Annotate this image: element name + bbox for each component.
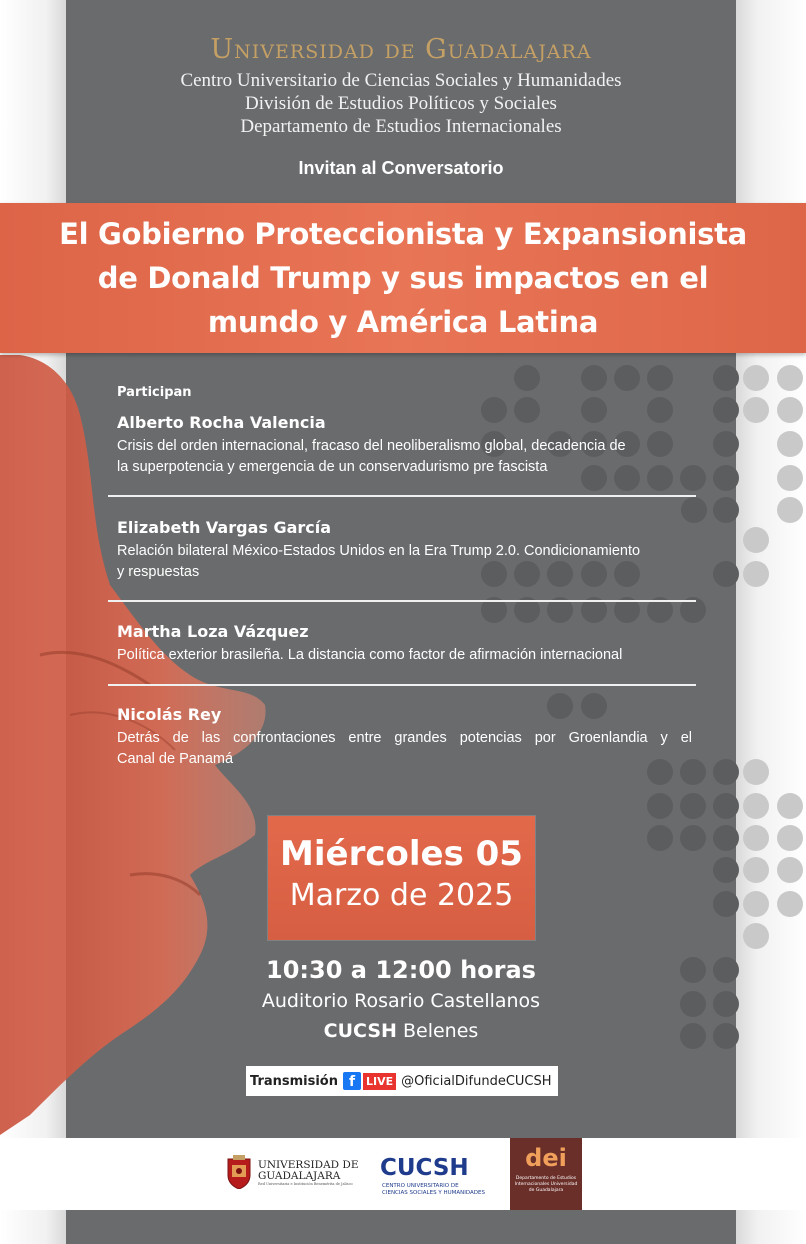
pattern-dot [777, 465, 803, 491]
live-badge: LIVE [363, 1073, 396, 1090]
dei-logo-mark: dei [525, 1144, 567, 1172]
pattern-dot [777, 365, 803, 391]
pattern-dot [743, 891, 769, 917]
header-line-division: División de Estudios Políticos y Sociales [245, 93, 557, 114]
participant-topic-line: Canal de Panamá [117, 751, 234, 767]
pattern-dot [481, 397, 507, 423]
banner-line-2: de Donald Trump y sus impactos en el [97, 261, 709, 295]
participant-topic-line: la superpotencia y emergencia de un conservadurismo pre fascista [117, 459, 548, 475]
udg-logo-text [258, 1160, 359, 1187]
facebook-handle[interactable]: @OficialDifundeCUCSH [401, 1073, 552, 1089]
pattern-dot [514, 365, 540, 391]
pattern-dot [743, 365, 769, 391]
pattern-dot [777, 431, 803, 457]
pattern-dot [777, 793, 803, 819]
pattern-dot [713, 891, 739, 917]
pattern-dot [713, 431, 739, 457]
pattern-dot [680, 793, 706, 819]
pattern-dot [777, 891, 803, 917]
udg-logo-tagline: Red Universitaria e Institución Benemérita de Jalisco [258, 1182, 353, 1186]
pattern-dot [713, 465, 739, 491]
title-banner [0, 203, 806, 353]
pattern-dot [713, 857, 739, 883]
participant-topic-line: Relación bilateral México-Estados Unidos en la Era Trump 2.0. Condicionamiento [117, 543, 641, 559]
pattern-dot [713, 561, 739, 587]
pattern-dot [581, 365, 607, 391]
pattern-dot [713, 759, 739, 785]
pattern-dot [713, 365, 739, 391]
pattern-dot [647, 793, 673, 819]
pattern-dot [547, 693, 573, 719]
event-day: Miércoles 05 [280, 834, 523, 874]
pattern-dot [713, 497, 739, 523]
date-box [268, 816, 535, 940]
pattern-dot [743, 527, 769, 553]
pattern-dot [614, 365, 640, 391]
pattern-dot [647, 397, 673, 423]
event-campus [66, 1020, 736, 1042]
pattern-dot [647, 825, 673, 851]
pattern-dot [680, 825, 706, 851]
invitation-text: Invitan al Conversatorio [298, 158, 504, 178]
banner-line-1: El Gobierno Proteccionista y Expansionista [59, 217, 747, 251]
facebook-icon: f [343, 1072, 361, 1090]
cucsh-sub-line1: CENTRO UNIVERSITARIO DE [382, 1183, 459, 1189]
pattern-dot [681, 497, 707, 523]
pattern-dot [581, 693, 607, 719]
divider [108, 600, 696, 602]
participant-topic-line: Crisis del orden internacional, fracaso del neoliberalismo global, decadencia de [117, 438, 626, 454]
dei-logo [510, 1138, 582, 1210]
cucsh-sub-line2: CIENCIAS SOCIALES Y HUMANIDADES [382, 1190, 485, 1196]
pattern-dot [743, 825, 769, 851]
pattern-dot [713, 793, 739, 819]
event-time: 10:30 a 12:00 horas [266, 956, 536, 984]
event-month: Marzo de 2025 [289, 878, 514, 913]
pattern-dot [713, 397, 739, 423]
divider [108, 495, 696, 497]
pattern-dot [743, 561, 769, 587]
pattern-dot [581, 397, 607, 423]
participants-label: Participan [117, 385, 192, 400]
pattern-dot [743, 793, 769, 819]
pattern-dot [777, 397, 803, 423]
cucsh-logo: CUCSH [380, 1155, 469, 1181]
participant-name: Martha Loza Vázquez [117, 622, 309, 641]
university-title: Universidad de Guadalajara [210, 34, 592, 65]
pattern-dot [743, 857, 769, 883]
pattern-dot [777, 825, 803, 851]
header-line-center: Centro Universitario de Ciencias Sociales y Humanidades [180, 70, 622, 91]
campus-location: Belenes [396, 1020, 479, 1042]
header-line-department: Departamento de Estudios Internacionales [240, 116, 562, 137]
pattern-dot [777, 857, 803, 883]
udg-logo-line1: UNIVERSIDAD DE [258, 1159, 359, 1171]
participant-topic-line: Detrás de las confrontaciones entre grandes potencias por Groenlandia y el [117, 730, 692, 746]
participant-name: Nicolás Rey [117, 705, 222, 724]
campus-name: CUCSH [323, 1020, 397, 1042]
divider [108, 684, 696, 686]
pattern-dot [713, 825, 739, 851]
dei-logo-sub: Departamento de Estudios Internacionales Universidad de Guadalajara [514, 1176, 578, 1193]
pattern-dot [777, 497, 803, 523]
participant-topic-line: y respuestas [117, 564, 200, 580]
participant-name: Alberto Rocha Valencia [117, 413, 326, 432]
stream-bar[interactable] [246, 1066, 558, 1096]
banner-line-3: mundo y América Latina [207, 305, 599, 339]
pattern-dot [743, 923, 769, 949]
pattern-dot [514, 397, 540, 423]
pattern-dot [743, 397, 769, 423]
participant-topic-line: Política exterior brasileña. La distancia como factor de afirmación internacional [117, 647, 623, 663]
cucsh-logo-sub [382, 1183, 485, 1197]
stream-label: Transmisión [250, 1073, 338, 1089]
event-venue: Auditorio Rosario Castellanos [261, 990, 541, 1012]
participant-name: Elizabeth Vargas García [117, 518, 332, 537]
pattern-dot [647, 365, 673, 391]
udg-logo-line2: GUADALAJARA [258, 1170, 341, 1182]
pattern-dot [743, 759, 769, 785]
udg-seal-icon [226, 1155, 252, 1189]
